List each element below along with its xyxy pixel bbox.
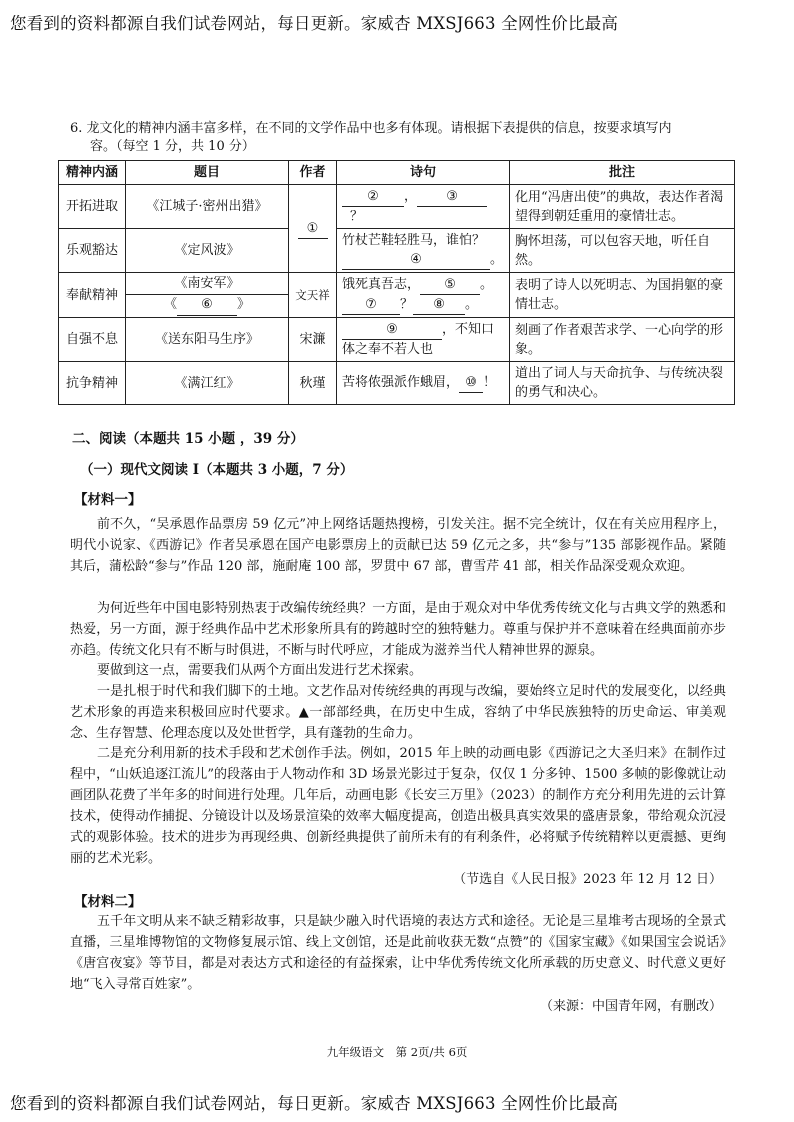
blank-8[interactable]: ⑧: [413, 295, 465, 315]
cell-note: 化用“冯唐出使”的典故，表达作者渴望得到朝廷重用的豪情壮志。: [510, 185, 735, 229]
cell-verse: 饿死真吾志， ⑤ 。 ⑦ ？ ⑧ 。: [337, 273, 510, 318]
blank-4[interactable]: ④: [342, 250, 490, 270]
cell-title: 《南安军》 《 ⑥ 》: [126, 273, 289, 318]
watermark-banner-top: 您看到的资料都源自我们试卷网站，每日更新。家威杏 MXSJ663 全网性价比最高: [10, 14, 619, 33]
table-row: [59, 273, 735, 318]
cell-verse: ⑨ ，不知口 体之奉不若人也: [337, 318, 510, 362]
cell-author: 宋濂: [289, 318, 337, 362]
table-row: [59, 229, 735, 273]
material-1-source: （节选自《人民日报》2023 年 12 月 12 日）: [453, 872, 722, 887]
material-1-paragraph: 一是扎根于时代和我们脚下的土地。文艺作品对传统经典的再现与改编，要始终立足时代的发展变化，以经典艺术形象的再造来积极回应时代要求。▲一部部经典，在历史中生成，容纳了中华民族独特的历史命运、审美观念、生存智慧、伦理态度以及处世哲学，具有蓬勃的生命力。: [70, 684, 726, 741]
page-footer: 九年级语文 第 2页/共 6页: [326, 1045, 468, 1059]
watermark-banner-bottom: 您看到的资料都源自我们试卷网站，每日更新。家威杏 MXSJ663 全网性价比最高: [10, 1094, 619, 1113]
material-1-paragraph: 要做到这一点，需要我们从两个方面出发进行艺术探索。: [97, 663, 423, 678]
cell-spirit: 奉献精神: [59, 273, 126, 318]
cell-note: 胸怀坦荡，可以包容天地，听任自然。: [510, 229, 735, 273]
blank-5[interactable]: ⑤: [420, 275, 480, 295]
table-header-row: [59, 161, 735, 185]
header-note: 批注: [510, 161, 735, 185]
header-verse: 诗句: [337, 161, 510, 185]
cell-verse: 竹杖芒鞋轻胜马，谁怕？ ④ 。: [337, 229, 510, 273]
cell-spirit: 乐观豁达: [59, 229, 126, 273]
table-row: [59, 185, 735, 229]
question-6: [70, 120, 740, 156]
blank-1[interactable]: ①: [298, 219, 328, 239]
material-1-paragraph: 前不久，“吴承恩作品票房 59 亿元”冲上网络话题热搜榜，引发关注。据不完全统计，仅在有关应用程序上，明代小说家、《西游记》作者吴承恩在国产电影票房上的贡献已达 59 亿元之多，共“参与”135 部影视作品。紧随其后，蒲松龄“参与”作品 120 部，施耐庵 100 部，罗贯中 67 部，曹雪芹 41 部，相关作品深受观众欢迎。: [70, 517, 726, 574]
cell-note: 表明了诗人以死明志、为国捐躯的豪情壮志。: [510, 273, 735, 318]
blank-10[interactable]: ⑩: [459, 373, 483, 393]
blank-2[interactable]: ②: [342, 187, 404, 207]
table-row: [59, 318, 735, 362]
cell-spirit: 自强不息: [59, 318, 126, 362]
subsection-heading: （一）现代文阅读 I（本题共 3 小题，7 分）: [80, 462, 354, 478]
section-heading: 二、阅读（本题共 15 小题 ，39 分）: [72, 431, 304, 447]
cell-author: 文天祥: [289, 273, 337, 318]
material-2-paragraph: 五千年文明从来不缺乏精彩故事，只是缺少融入时代语境的表达方式和途径。无论是三星堆考古现场的全景式直播，三星堆博物馆的文物修复展示馆、线上文创馆，还是此前收获无数“点赞”的《国家宝藏》《如果国宝会说话》《唐宫夜宴》等节目，都是对表达方式和途径的有益探索，让中华优秀传统文化所承载的历史意义、时代意义更好地“飞入寻常百姓家”。: [70, 914, 726, 992]
cell-note: 道出了词人与天命抗争、与传统决裂的勇气和决心。: [510, 362, 735, 405]
poetry-table: [58, 160, 735, 405]
cell-spirit: 抗争精神: [59, 362, 126, 405]
header-author: 作者: [289, 161, 337, 185]
question-6-line1: 6. 龙文化的精神内涵丰富多样，在不同的文学作品中也多有体现。请根据下表提供的信息，按要求填写内: [70, 121, 672, 136]
material-1-paragraph: 二是充分利用新的技术手段和艺术创作手法。例如，2015 年上映的动画电影《西游记之大圣归来》在制作过程中，“山妖追逐江流儿”的段落由于人物动作和 3D 场景光影过于复杂，仅仅 1 分多钟、1500 多帧的影像就让动画团队花费了半年多的时间进行处理。几年后，动画电影《长安三万里》（2023）的制作方充分利用先进的云计算技术，使得动作捕捉、分镜设计以及场景渲染的效率大幅度提高，创造出极具真实效果的盛唐景象，带给观众沉浸式的观影体验。技术的进步为再现经典、创新经典提供了前所未有的有利条件，必将赋予传统精粹以更震撼、更绚丽的艺术光彩。: [70, 746, 726, 866]
table-row: [59, 362, 735, 405]
cell-spirit: 开拓进取: [59, 185, 126, 229]
cell-author: 秋瑾: [289, 362, 337, 405]
material-1-label: 【材料一】: [74, 492, 142, 508]
blank-6[interactable]: ⑥: [177, 295, 237, 316]
cell-verse: ② ， ③？: [337, 185, 510, 229]
material-1-paragraph: 为何近些年中国电影特别热衷于改编传统经典？一方面，是由于观众对中华优秀传统文化与古典文学的熟悉和热爱，另一方面，源于经典作品中艺术形象所具有的跨越时空的独特魅力。尊重与保护并不意味着在经典面前亦步亦趋。传统文化只有不断与时俱进，不断与时代呼应，才能成为滋养当代人精神世界的源泉。: [70, 601, 726, 658]
cell-author-shared: [289, 185, 337, 273]
cell-title: 《江城子·密州出猎》: [126, 185, 289, 229]
header-spirit: 精神内涵: [59, 161, 126, 185]
cell-title: 《送东阳马生序》: [126, 318, 289, 362]
header-title: 题目: [126, 161, 289, 185]
blank-3[interactable]: ③: [417, 187, 487, 207]
blank-9[interactable]: ⑨: [342, 320, 442, 340]
question-6-line2: 容。（每空 1 分，共 10 分）: [90, 139, 255, 154]
cell-title: 《定风波》: [126, 229, 289, 273]
material-2-source: （来源：中国青年网，有删改）: [539, 999, 722, 1014]
blank-7[interactable]: ⑦: [342, 295, 400, 315]
material-2-label: 【材料二】: [74, 894, 142, 910]
cell-verse: 苦将侬强派作蛾眉， ⑩ ！: [337, 362, 510, 405]
cell-title: 《满江红》: [126, 362, 289, 405]
cell-note: 刻画了作者艰苦求学、一心向学的形象。: [510, 318, 735, 362]
